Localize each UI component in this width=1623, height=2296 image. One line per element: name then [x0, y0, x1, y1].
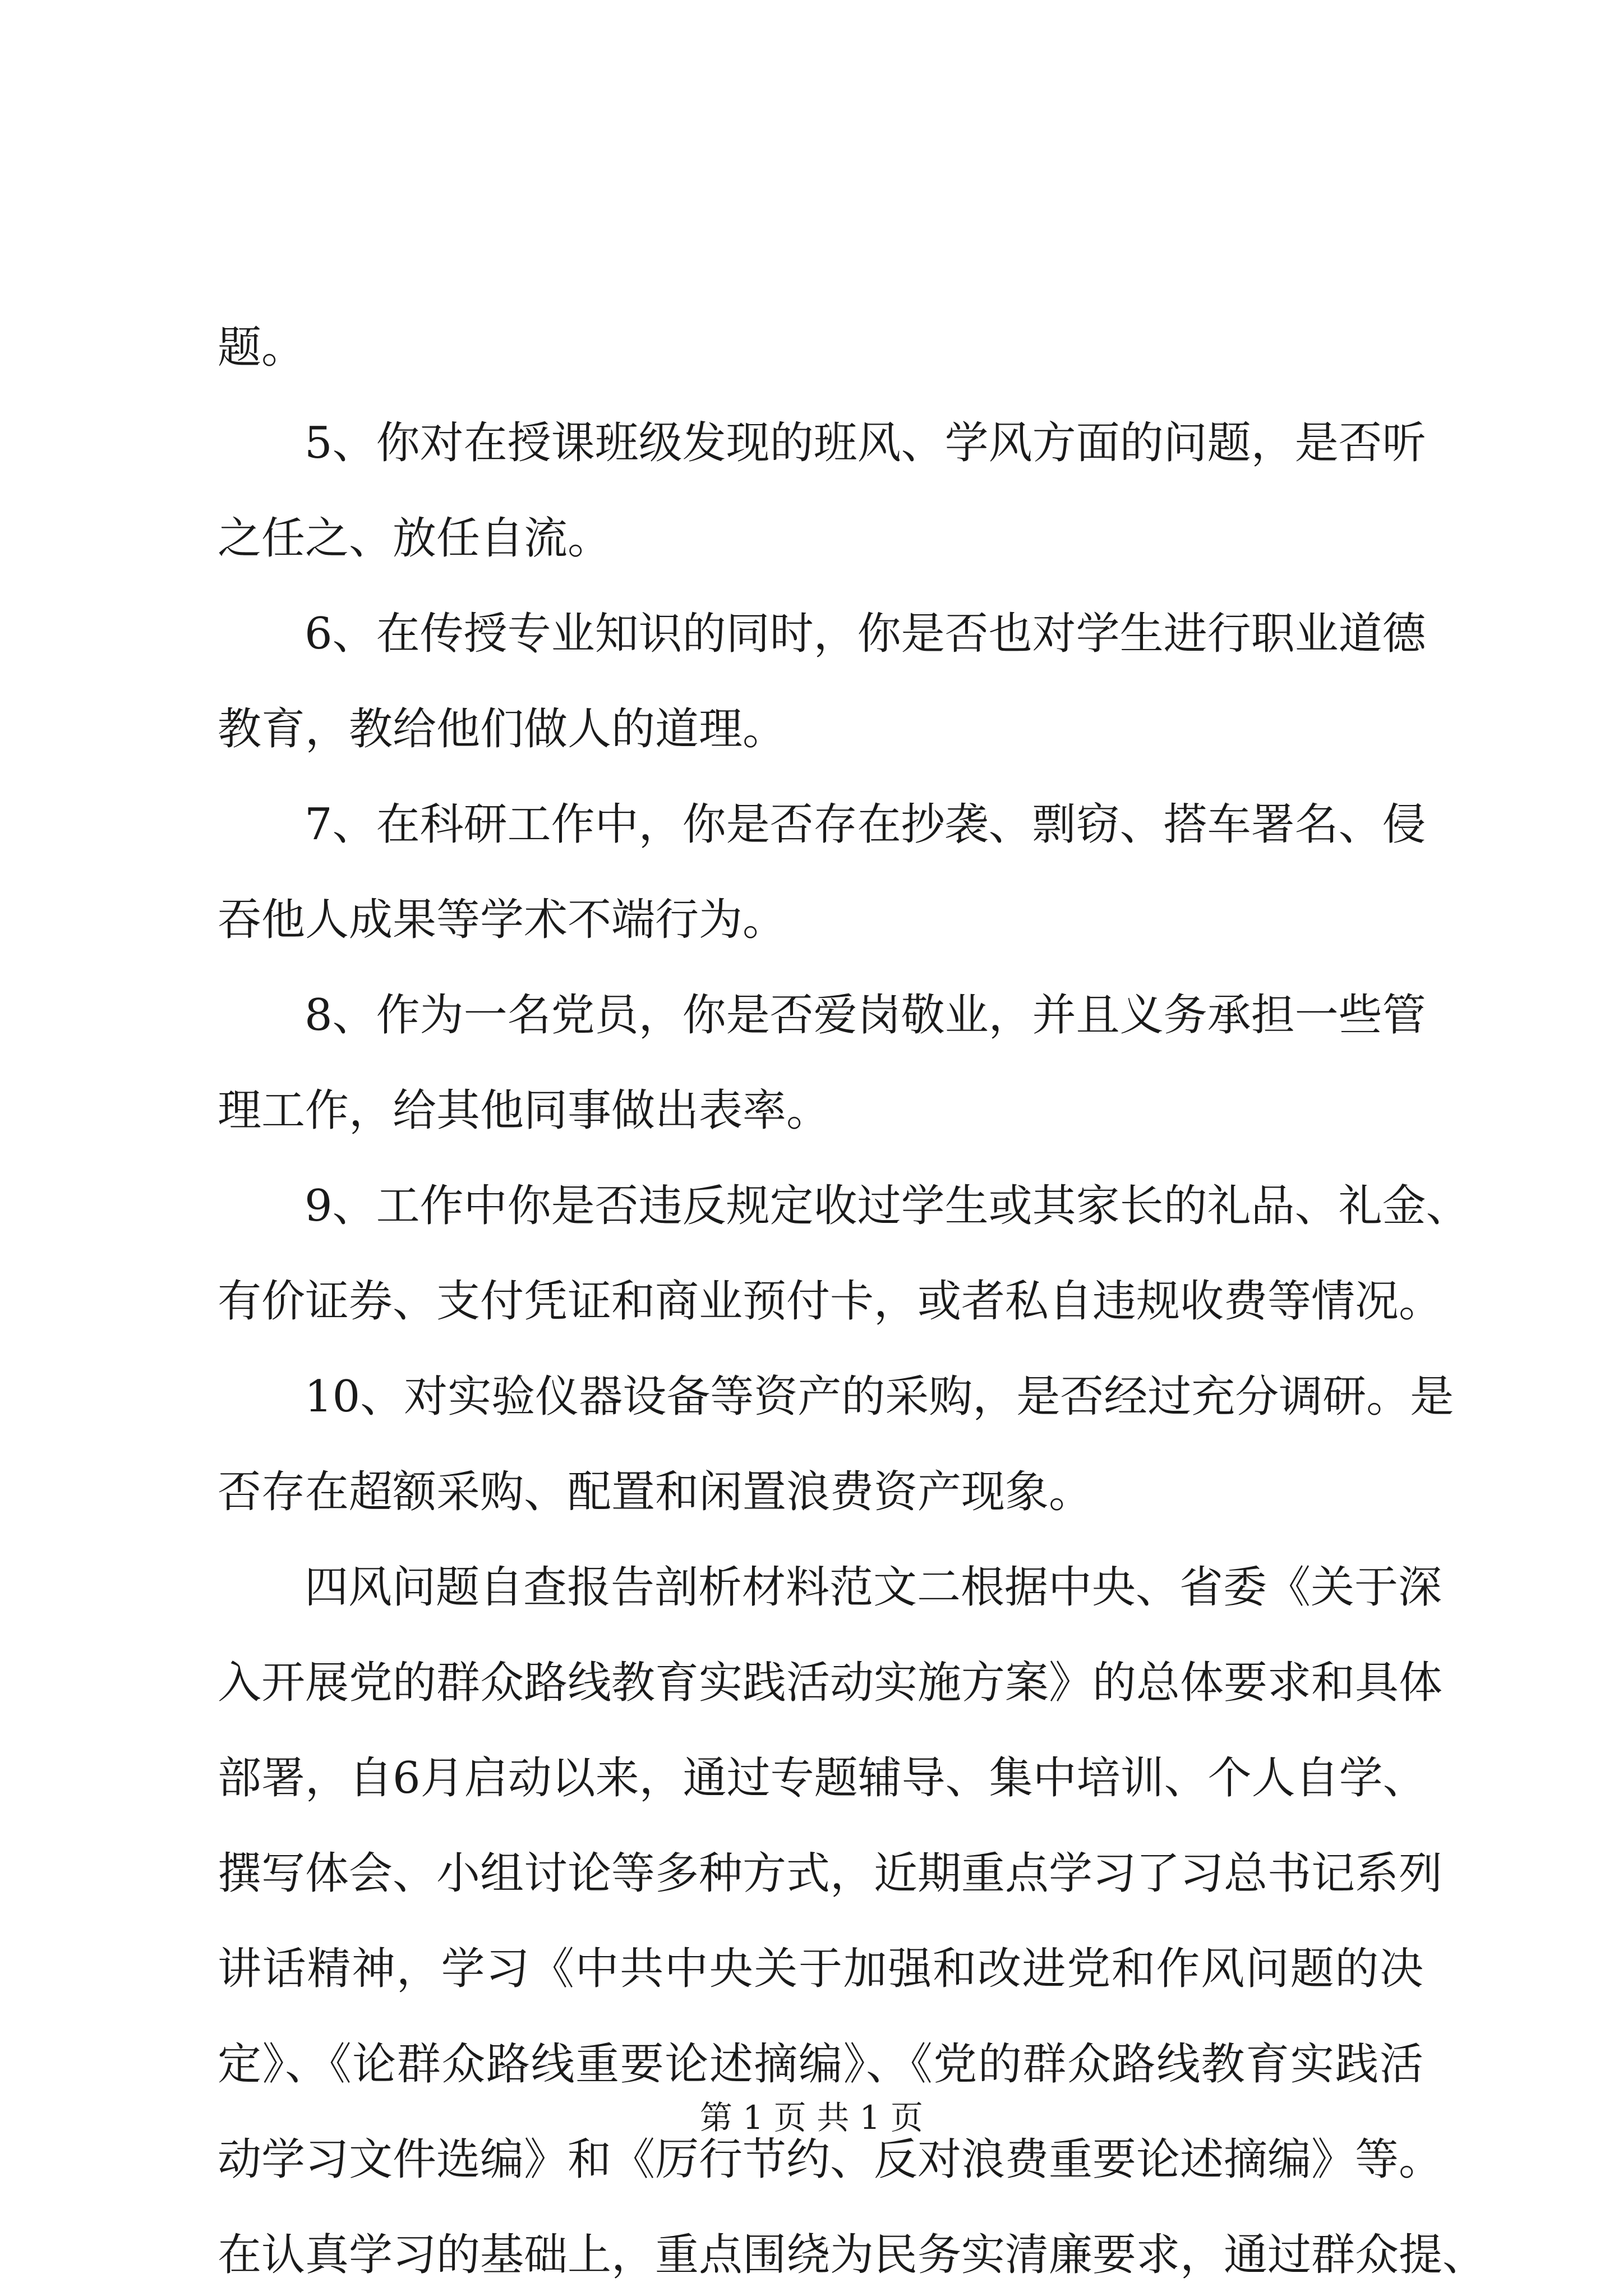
text-line: 有价证券、支付凭证和商业预付卡，或者私自违规收费等情况。 [218, 1276, 1443, 1327]
text-line: 题。 [218, 323, 306, 373]
text-line: 讲话精神，学习《中共中央关于加强和改进党和作风问题的决 [218, 1944, 1423, 1994]
text-line: 9、工作中你是否违反规定收过学生或其家长的礼品、礼金、 [305, 1181, 1470, 1231]
text-line: 动学习文件选编》和《厉行节约、反对浪费重要论述摘编》等。 [218, 2134, 1443, 2185]
text-line: 部署，自6月启动以来，通过专题辅导、集中培训、个人自学、 [218, 1753, 1427, 1803]
document-body [218, 300, 1487, 2296]
text-line: 否存在超额采购、配置和闲置浪费资产现象。 [218, 1467, 1093, 1517]
text-line: 理工作，给其他同事做出表率。 [218, 1085, 831, 1136]
text-line: 8、作为一名党员，你是否爱岗敬业，并且义务承担一些管 [305, 990, 1426, 1041]
text-line: 在认真学习的基础上，重点围绕为民务实清廉要求，通过群众提、 [218, 2230, 1487, 2280]
text-line: 5、你对在授课班级发现的班风、学风方面的问题，是否听 [305, 418, 1426, 468]
text-line: 定》、《论群众路线重要论述摘编》、《党的群众路线教育实践活 [218, 2039, 1423, 2090]
text-line: 之任之、放任自流。 [218, 513, 612, 564]
text-line: 撰写体会、小组讨论等多种方式，近期重点学习了习总书记系列 [218, 1848, 1443, 1899]
text-line: 吞他人成果等学术不端行为。 [218, 895, 787, 945]
page-number-footer: 第 1 页 共 1 页 [700, 2099, 923, 2137]
text-line: 10、对实验仪器设备等资产的采购，是否经过充分调研。是 [305, 1372, 1454, 1422]
text-line: 入开展党的群众路线教育实践活动实施方案》的总体要求和具体 [218, 1658, 1443, 1708]
text-line: 6、在传授专业知识的同时，你是否也对学生进行职业道德 [305, 609, 1426, 659]
text-line: 教育，教给他们做人的道理。 [218, 704, 787, 754]
text-line: 四风问题自查报告剖析材料范文二根据中央、省委《关于深 [305, 1562, 1442, 1613]
text-line: 7、在科研工作中，你是否存在抄袭、剽窃、搭车署名、侵 [305, 799, 1426, 850]
